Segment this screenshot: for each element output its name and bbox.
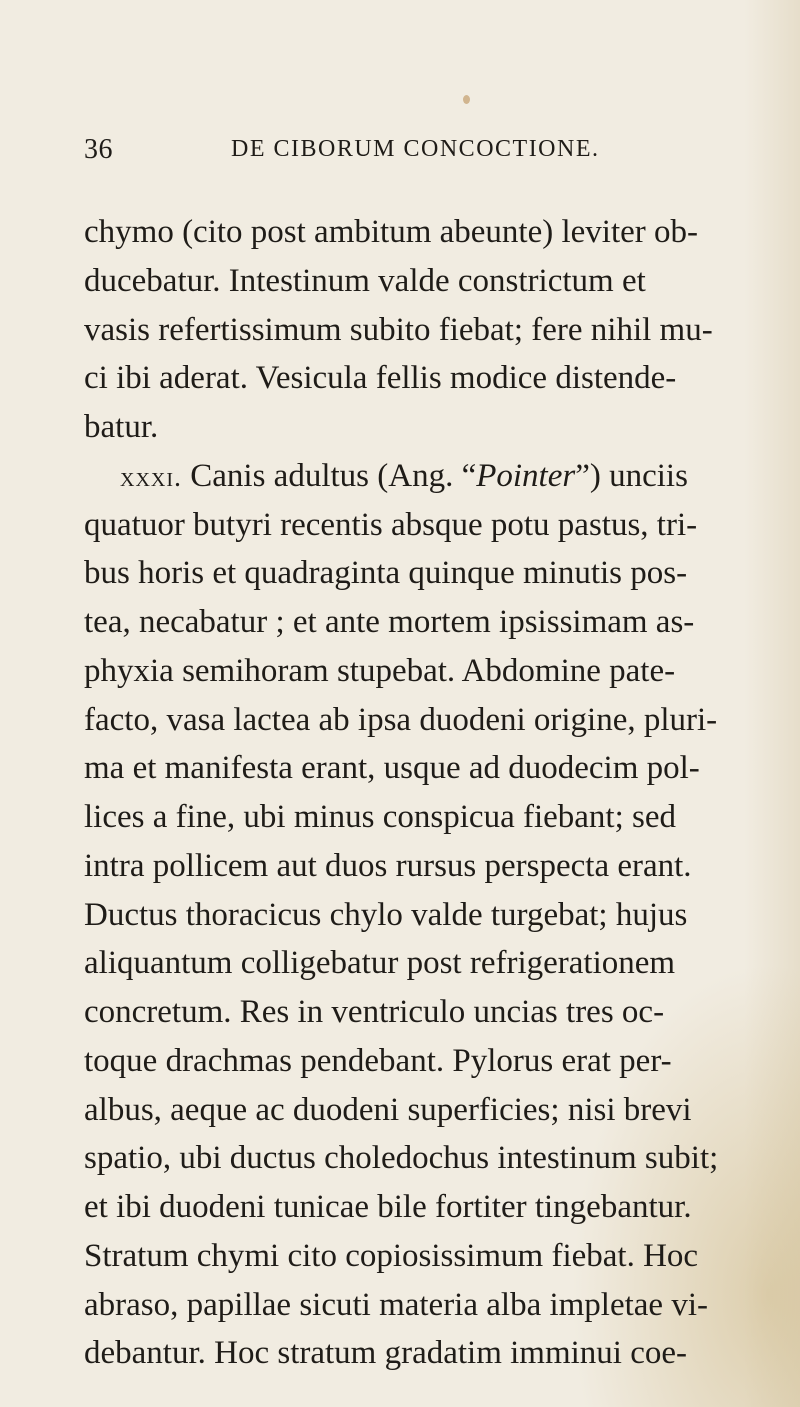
text-line: vasis refertissimum subito fiebat; fere nihil mu-	[84, 311, 713, 348]
text-line: ci ibi aderat. Vesicula fellis modice distende-	[84, 360, 677, 397]
text-line: albus, aeque ac duodeni superficies; nisi brevi	[84, 1091, 692, 1128]
text-line: debantur. Hoc stratum gradatim imminui coe-	[84, 1335, 688, 1372]
text-line: bus horis et quadraginta quinque minutis pos-	[84, 555, 688, 592]
text-line: batur.	[84, 409, 159, 445]
text-line: Stratum chymi cito copiosissimum fiebat. Hoc	[84, 1237, 699, 1274]
section-start-line	[84, 452, 724, 501]
text-line: et ibi duodeni tunicae bile fortiter tingebantur.	[84, 1189, 692, 1225]
text-line: tea, necabatur ; et ante mortem ipsissimam as-	[84, 604, 695, 640]
text-line: quatuor butyri recentis absque potu pastus, tri-	[84, 506, 698, 543]
text-line: toque drachmas pendebant. Pylorus erat per-	[84, 1042, 672, 1079]
text-fragment: ”) unciis	[575, 457, 688, 494]
text-line: lices a fine, ubi minus conspicua fiebant; sed	[84, 799, 677, 835]
text-line: phyxia semihoram stupebat. Abdomine pate-	[84, 652, 676, 689]
body-text	[84, 208, 724, 1378]
text-line: facto, vasa lactea ab ipsa duodeni origine, pluri-	[84, 701, 718, 738]
text-line: concretum. Res in ventriculo uncias tres oc-	[84, 994, 665, 1030]
section-numeral: xxxi.	[120, 461, 182, 493]
text-line: spatio, ubi ductus choledochus intestinum subit;	[84, 1140, 719, 1177]
text-line: abraso, papillae sicuti materia alba impletae vi-	[84, 1286, 708, 1323]
running-title: DE CIBORUM CONCOCTIONE.	[231, 136, 600, 162]
text-line: ducebatur. Intestinum valde constrictum et	[84, 262, 646, 299]
running-head	[84, 134, 704, 174]
italic-term: Pointer	[476, 457, 576, 494]
text-line: intra pollicem aut duos rursus perspecta erant.	[84, 847, 692, 884]
text-line: chymo (cito post ambitum abeunte) leviter ob-	[84, 214, 698, 250]
text-fragment: Canis adultus (Ang. “	[182, 457, 477, 494]
text-line: Ductus thoracicus chylo valde turgebat; hujus	[84, 896, 688, 933]
page-number: 36	[84, 134, 113, 165]
text-line: aliquantum colligebatur post refrigerationem	[84, 945, 676, 982]
ink-fleck	[463, 95, 470, 104]
text-line: ma et manifesta erant, usque ad duodecim pol-	[84, 750, 700, 787]
